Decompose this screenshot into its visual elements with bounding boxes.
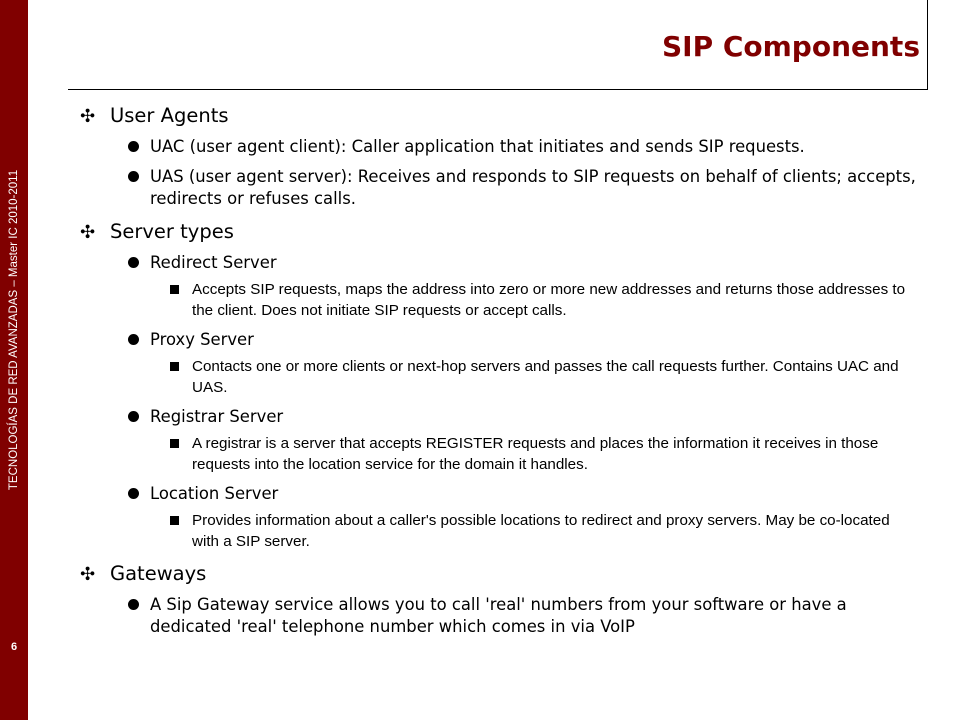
section-heading-text: User Agents	[110, 104, 229, 127]
sub-list-item-text: A registrar is a server that accepts REGISTER requests and places the information it receives in those requests into the location service for the domain it handles.	[192, 435, 879, 473]
slide-title: SIP Components	[661, 30, 920, 63]
section-heading-text: Gateways	[110, 562, 207, 585]
course-label: TECNOLOGÍAS DE RED AVANZADAS – Master IC 2010-2011	[8, 169, 20, 491]
round-bullet-icon	[128, 171, 139, 182]
list-item	[80, 483, 920, 505]
sub-list-item	[80, 279, 920, 321]
sub-list-item	[80, 433, 920, 475]
sub-list-item-text: Contacts one or more clients or next-hop servers and passes the call requests further. Contains UAC and UAS.	[192, 358, 899, 396]
list-item	[80, 252, 920, 274]
sidebar	[0, 0, 28, 720]
round-bullet-icon	[128, 599, 139, 610]
section-heading-text: Server types	[110, 220, 234, 243]
square-bullet-icon	[170, 439, 179, 448]
title-rule-vertical	[927, 0, 928, 90]
list-item-text: UAS (user agent server): Receives and responds to SIP requests on behalf of clients; accepts, redirects or refuses calls.	[150, 167, 916, 208]
list-item-text: Redirect Server	[150, 253, 277, 272]
list-item	[80, 166, 920, 210]
round-bullet-icon	[128, 411, 139, 422]
sub-list-item	[80, 356, 920, 398]
sub-list-item-text: Provides information about a caller's possible locations to redirect and proxy servers. May be co-located with a SIP server.	[192, 512, 890, 550]
section-heading	[80, 562, 920, 586]
list-item	[80, 136, 920, 158]
list-item-text: Registrar Server	[150, 407, 284, 426]
list-item-text: Proxy Server	[150, 330, 254, 349]
round-bullet-icon	[128, 141, 139, 152]
round-bullet-icon	[128, 488, 139, 499]
square-bullet-icon	[170, 362, 179, 371]
slide-content	[80, 104, 920, 638]
list-item	[80, 594, 920, 638]
list-item	[80, 329, 920, 351]
title-rule-horizontal	[68, 89, 928, 90]
list-item-text: Location Server	[150, 484, 279, 503]
list-item-text: A Sip Gateway service allows you to call 'real' numbers from your software or have a dedicated 'real' telephone number which comes in via VoIP	[150, 595, 847, 636]
round-bullet-icon	[128, 334, 139, 345]
box-bullet-icon: ✣	[80, 106, 96, 127]
square-bullet-icon	[170, 285, 179, 294]
box-bullet-icon: ✣	[80, 564, 96, 585]
sub-list-item-text: Accepts SIP requests, maps the address into zero or more new addresses and returns those addresses to the client. Does not initiate SIP requests or accept calls.	[192, 281, 906, 319]
list-item-text: UAC (user agent client): Caller application that initiates and sends SIP requests.	[150, 137, 805, 156]
square-bullet-icon	[170, 516, 179, 525]
round-bullet-icon	[128, 257, 139, 268]
list-item	[80, 406, 920, 428]
sub-list-item	[80, 510, 920, 552]
section-heading	[80, 104, 920, 128]
page-number: 6	[10, 641, 18, 653]
box-bullet-icon: ✣	[80, 222, 96, 243]
section-heading	[80, 220, 920, 244]
